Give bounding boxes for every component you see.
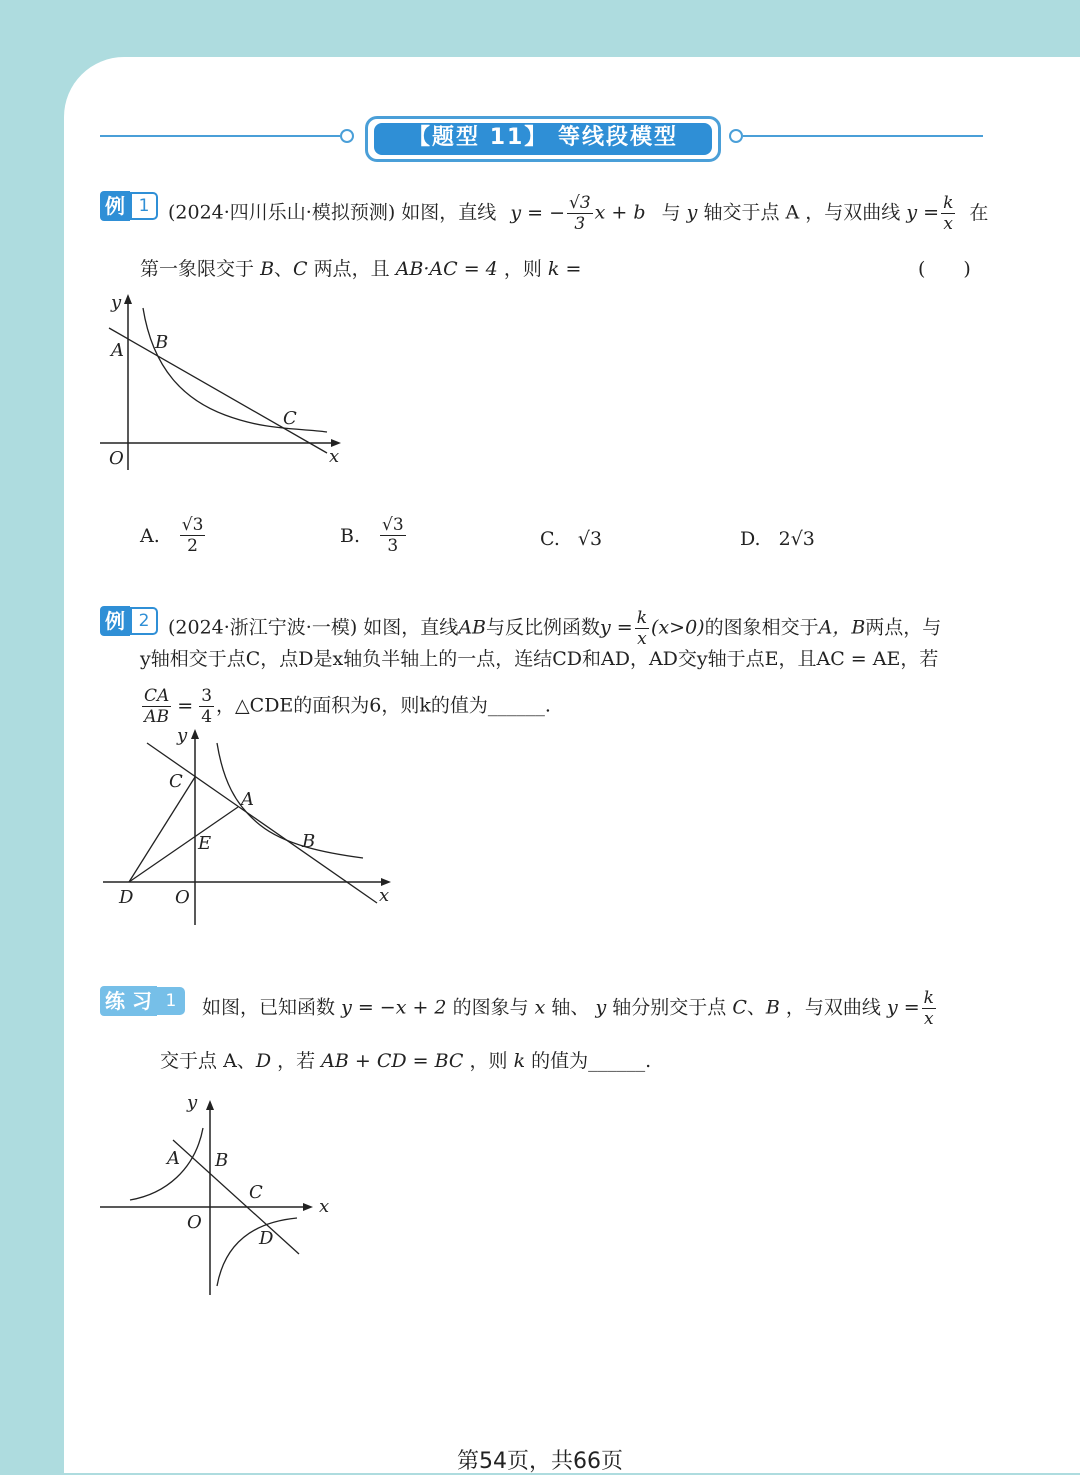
practice-1-tag <box>100 986 185 1016</box>
ex2-line-AB <box>147 743 377 903</box>
ex1-line1: (2024·四川乐山·模拟预测) 如图，直线 y = − $\frac{√3}{3}$ x + b 与 y 轴交于点 A ，与双曲线 y = $\frac{k}{x}$ 在 <box>168 193 989 234</box>
example-2-tag <box>100 606 158 636</box>
pr1-line <box>173 1140 299 1254</box>
practice-label: 练 习 <box>100 986 157 1016</box>
ex1-line-rhs: x + b <box>594 201 646 224</box>
ex2-line2: y轴相交于点C，点D是x轴负半轴上的一点，连结CD和AD，AD交y轴于点E，且AC = AE，若 <box>140 648 939 670</box>
ex2-segment-CD <box>129 777 195 882</box>
ex1-hyperbola <box>143 308 327 432</box>
example-1-tag <box>100 191 158 221</box>
ex2-line1: (2024·浙江宁波·一模) 如图，直线AB与反比例函数y = $\frac{k}{x}$ (x>0)的图象相交于A，B两点，与 <box>168 608 942 649</box>
ex1-line2: 第一象限交于 B、C 两点，且 AB·AC = 4 ，则 k = <box>140 258 582 280</box>
svg-text:C: C <box>169 771 183 792</box>
ex1-condition: AB·AC = 4 <box>395 258 498 280</box>
title-dot-right <box>729 129 743 143</box>
svg-text:O: O <box>187 1212 202 1233</box>
svg-text:B: B <box>302 831 316 852</box>
title-rule-left <box>100 135 340 137</box>
svg-text:A: A <box>241 789 254 810</box>
svg-text:O: O <box>175 887 190 908</box>
pr1-hyperbola-right <box>217 1218 297 1286</box>
ex2-hyperbola <box>217 743 363 858</box>
example-label: 例 <box>100 606 130 636</box>
option-a[interactable]: A. $\frac{√3}{2}$ <box>140 515 204 556</box>
pr1-line1: 如图，已知函数 y = −x + 2 的图象与 x 轴、 y 轴分别交于点 C、B ，与双曲线 y = $\frac{k}{x}$ <box>202 988 934 1029</box>
svg-text:y: y <box>187 1092 198 1113</box>
ex1-label-B: B <box>155 332 169 353</box>
svg-text:B: B <box>215 1150 229 1171</box>
ex1-line-lhs: y = − <box>510 201 566 224</box>
ex1-label-x: x <box>329 446 340 467</box>
svg-text:C: C <box>249 1182 263 1203</box>
ex1-source: (2024·四川乐山·模拟预测) 如图，直线 <box>168 201 497 224</box>
svg-text:D: D <box>119 887 134 908</box>
ex1-hyperbola-fraction: $\frac{k}{x}$ <box>943 193 954 234</box>
option-d[interactable]: D. 2√3 <box>740 528 815 550</box>
ex2-segment-AD <box>129 807 238 882</box>
ex1-line <box>109 328 327 453</box>
option-c[interactable]: C. √3 <box>540 528 603 550</box>
ex1-label-y: y <box>111 292 122 313</box>
ex1-label-O: O <box>109 448 124 469</box>
pr1-line2: 交于点 A、D ，若 AB + CD = BC ，则 k 的值为______. <box>160 1050 652 1072</box>
svg-text:A: A <box>167 1148 180 1169</box>
section-title-box <box>365 116 721 162</box>
ex1-label-C: C <box>283 408 297 429</box>
section-title: 【题型 11】 等线段模型 <box>374 123 712 155</box>
example-number: 2 <box>130 607 158 635</box>
svg-text:x: x <box>319 1196 330 1217</box>
svg-text:E: E <box>198 833 212 854</box>
option-b[interactable]: B. $\frac{√3}{3}$ <box>340 515 404 556</box>
svg-text:D: D <box>259 1228 274 1249</box>
practice-number: 1 <box>157 987 185 1015</box>
ex1-answer-bracket: ( ) <box>918 258 971 280</box>
title-dot-left <box>340 129 354 143</box>
ex1-label-A: A <box>111 340 124 361</box>
example-label: 例 <box>100 191 130 221</box>
svg-text:y: y <box>177 725 188 746</box>
pr1-graph <box>95 1090 345 1300</box>
ex1-y-arrow <box>124 294 132 304</box>
svg-text:x: x <box>379 885 390 906</box>
ex1-graph <box>95 290 355 475</box>
title-rule-right <box>743 135 983 137</box>
ex2-line3: $\frac{CA}{AB}$ = $\frac{3}{4}$ ，△CDE的面积为6，则k的值为______. <box>144 686 551 727</box>
ex2-graph <box>95 725 405 930</box>
page-footer: 第54页，共66页 <box>457 1449 623 1474</box>
example-number: 1 <box>130 192 158 220</box>
ex1-slope-fraction: $\frac{√3}{3}$ <box>569 193 591 234</box>
